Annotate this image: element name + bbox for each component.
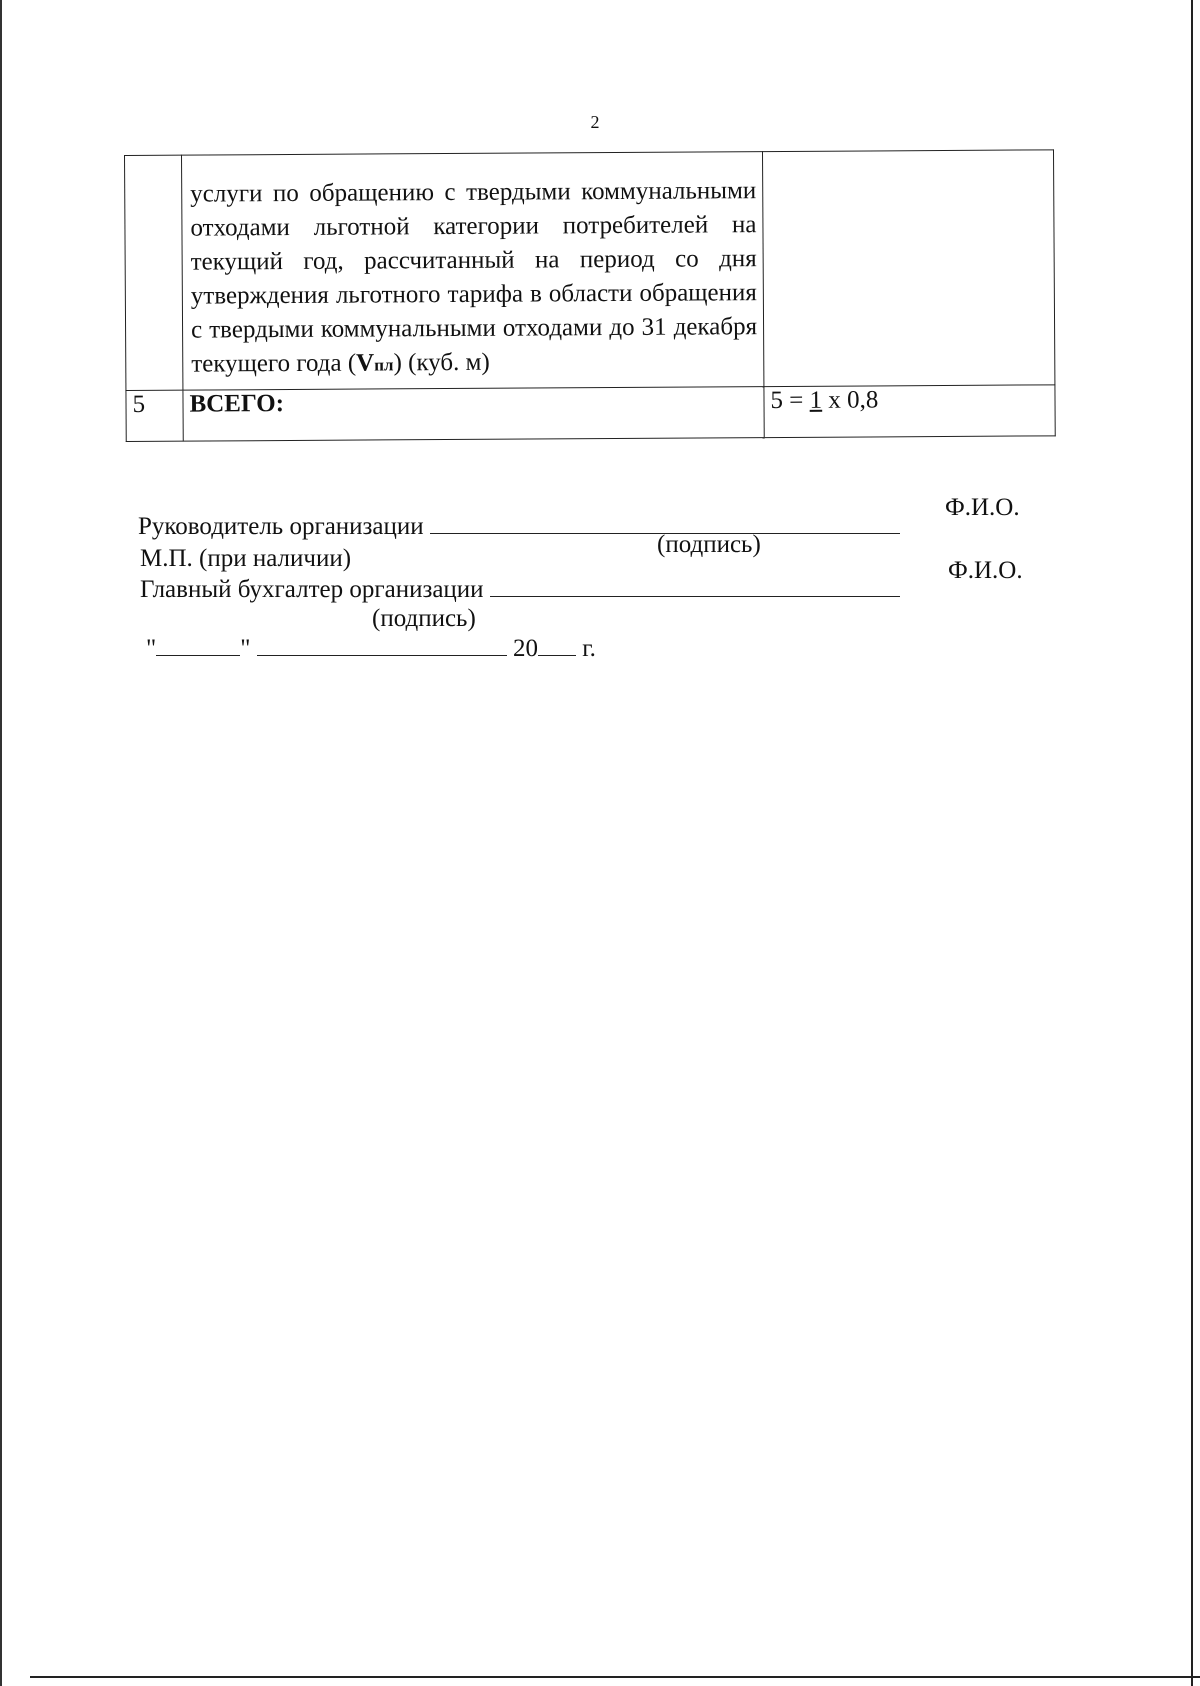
description-text [182, 152, 763, 390]
scan-edge-bottom [30, 1676, 1200, 1678]
description-line: услуги по обращению с твердыми [190, 178, 571, 208]
description-symbol: V [356, 349, 375, 377]
date-month-field [257, 635, 507, 656]
total-formula [764, 386, 878, 414]
table-row-total [126, 385, 1055, 442]
table-cell-number [126, 390, 183, 441]
date-year-suffix: г. [582, 635, 596, 662]
head-signature-line [138, 513, 900, 541]
description-subscript: пл [374, 355, 394, 375]
accountant-fio: Ф.И.О. [948, 557, 1023, 584]
scan-edge-right [1191, 0, 1193, 1686]
accountant-signature-line [140, 576, 900, 604]
description-line: на период со дня утверждения льготного [190, 245, 757, 310]
date-close-quote: " [240, 635, 251, 662]
total-label: ВСЕГО: [189, 390, 285, 418]
table-cell-value [762, 150, 1054, 387]
description-line: тарифа в области обращения с твердыми [190, 279, 757, 344]
table-cell-total-label [183, 387, 764, 442]
head-sign-caption: (подпись) [657, 531, 761, 558]
table-cell-number [125, 155, 183, 390]
description-line: коммунальными отходами льготной категории [190, 177, 757, 242]
description-line: коммунальными отходами до 31 декабря [320, 313, 758, 343]
table-row [125, 150, 1055, 391]
accountant-sign-caption: (подпись) [372, 605, 476, 632]
accountant-label: Главный бухгалтер организации [140, 576, 484, 603]
date-year-prefix: 20 [512, 635, 538, 662]
page-number: 2 [590, 112, 600, 132]
formula-underlined: 1 [809, 386, 823, 414]
date-open-quote: " [146, 635, 157, 662]
date-year-field [538, 635, 576, 656]
formula-suffix: x 0,8 [822, 386, 879, 414]
tariff-table [124, 149, 1056, 442]
date-day-field [156, 635, 240, 656]
formula-prefix: 5 = [770, 386, 810, 415]
date-line [146, 635, 596, 663]
description-last-prefix: текущего года ( [191, 349, 357, 378]
table-cell-description [182, 152, 764, 391]
scan-edge-left [0, 0, 2, 1686]
row-number: 5 [132, 390, 146, 418]
stamp-label: М.П. (при наличии) [140, 545, 352, 572]
table-cell-total-value [764, 385, 1055, 438]
description-line: потребителей на текущий год, рассчитанный [190, 211, 757, 276]
head-label: Руководитель организации [138, 513, 424, 540]
head-fio: Ф.И.О. [945, 494, 1020, 521]
accountant-signature-field [490, 576, 900, 597]
description-last-suffix: ) (куб. м) [393, 348, 490, 377]
